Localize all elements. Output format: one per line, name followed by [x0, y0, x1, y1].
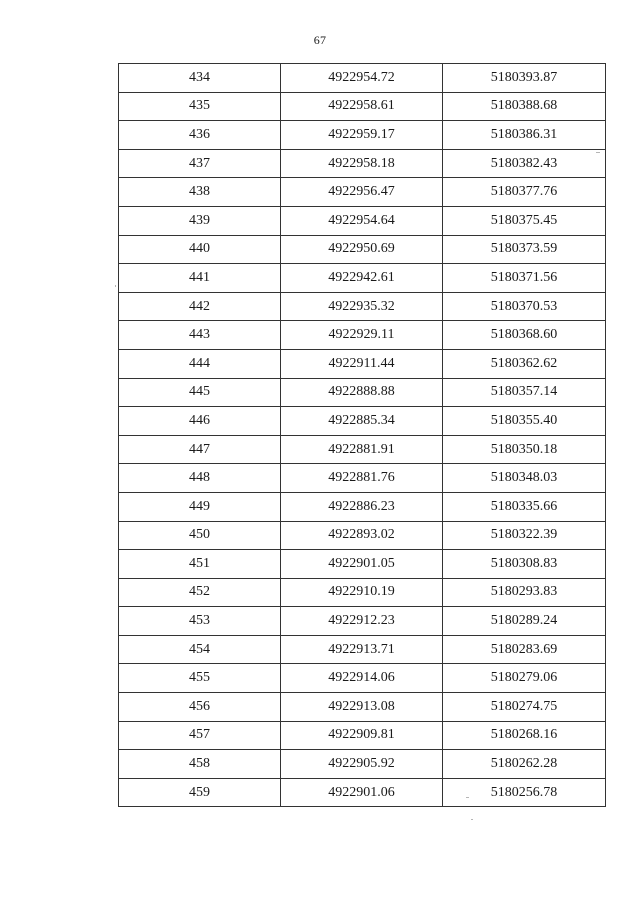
point-number-cell: 452 [119, 578, 281, 607]
point-number-cell: 454 [119, 635, 281, 664]
x-coordinate-cell: 4922914.06 [281, 664, 443, 693]
x-coordinate-cell: 4922929.11 [281, 321, 443, 350]
x-coordinate-cell: 4922905.92 [281, 750, 443, 779]
coordinates-table-body [119, 64, 606, 807]
point-number-cell: 457 [119, 721, 281, 750]
x-coordinate-cell: 4922911.44 [281, 349, 443, 378]
x-coordinate-cell: 4922913.71 [281, 635, 443, 664]
point-number-cell: 441 [119, 264, 281, 293]
x-coordinate-cell: 4922881.91 [281, 435, 443, 464]
y-coordinate-cell: 5180350.18 [443, 435, 606, 464]
table-row [119, 264, 606, 293]
table-row [119, 664, 606, 693]
y-coordinate-cell: 5180355.40 [443, 407, 606, 436]
point-number-cell: 455 [119, 664, 281, 693]
table-row [119, 92, 606, 121]
table-row [119, 550, 606, 579]
y-coordinate-cell: 5180371.56 [443, 264, 606, 293]
y-coordinate-cell: 5180274.75 [443, 693, 606, 722]
table-row [119, 578, 606, 607]
y-coordinate-cell: 5180362.62 [443, 349, 606, 378]
y-coordinate-cell: 5180348.03 [443, 464, 606, 493]
y-coordinate-cell: 5180308.83 [443, 550, 606, 579]
table-row [119, 464, 606, 493]
y-coordinate-cell: 5180388.68 [443, 92, 606, 121]
point-number-cell: 444 [119, 349, 281, 378]
table-row [119, 349, 606, 378]
point-number-cell: 459 [119, 778, 281, 807]
x-coordinate-cell: 4922893.02 [281, 521, 443, 550]
table-row [119, 235, 606, 264]
y-coordinate-cell: 5180386.31 [443, 121, 606, 150]
coordinates-table [118, 63, 606, 807]
x-coordinate-cell: 4922950.69 [281, 235, 443, 264]
table-row [119, 121, 606, 150]
y-coordinate-cell: 5180279.06 [443, 664, 606, 693]
point-number-cell: 451 [119, 550, 281, 579]
x-coordinate-cell: 4922910.19 [281, 578, 443, 607]
point-number-cell: 434 [119, 64, 281, 93]
y-coordinate-cell: 5180262.28 [443, 750, 606, 779]
y-coordinate-cell: 5180322.39 [443, 521, 606, 550]
point-number-cell: 448 [119, 464, 281, 493]
y-coordinate-cell: 5180357.14 [443, 378, 606, 407]
table-row [119, 64, 606, 93]
table-row [119, 435, 606, 464]
x-coordinate-cell: 4922958.18 [281, 149, 443, 178]
x-coordinate-cell: 4922881.76 [281, 464, 443, 493]
x-coordinate-cell: 4922885.34 [281, 407, 443, 436]
table-row [119, 492, 606, 521]
point-number-cell: 450 [119, 521, 281, 550]
x-coordinate-cell: 4922956.47 [281, 178, 443, 207]
point-number-cell: 440 [119, 235, 281, 264]
point-number-cell: 445 [119, 378, 281, 407]
point-number-cell: 435 [119, 92, 281, 121]
point-number-cell: 442 [119, 292, 281, 321]
table-row [119, 321, 606, 350]
x-coordinate-cell: 4922888.88 [281, 378, 443, 407]
x-coordinate-cell: 4922958.61 [281, 92, 443, 121]
y-coordinate-cell: 5180370.53 [443, 292, 606, 321]
point-number-cell: 437 [119, 149, 281, 178]
x-coordinate-cell: 4922942.61 [281, 264, 443, 293]
table-row [119, 407, 606, 436]
y-coordinate-cell: 5180268.16 [443, 721, 606, 750]
scan-speck [471, 819, 473, 820]
scan-speck [466, 797, 469, 798]
y-coordinate-cell: 5180393.87 [443, 64, 606, 93]
x-coordinate-cell: 4922954.72 [281, 64, 443, 93]
x-coordinate-cell: 4922901.05 [281, 550, 443, 579]
y-coordinate-cell: 5180373.59 [443, 235, 606, 264]
y-coordinate-cell: 5180335.66 [443, 492, 606, 521]
table-row [119, 206, 606, 235]
table-row [119, 721, 606, 750]
x-coordinate-cell: 4922959.17 [281, 121, 443, 150]
table-row [119, 292, 606, 321]
point-number-cell: 447 [119, 435, 281, 464]
x-coordinate-cell: 4922909.81 [281, 721, 443, 750]
y-coordinate-cell: 5180382.43 [443, 149, 606, 178]
point-number-cell: 449 [119, 492, 281, 521]
y-coordinate-cell: 5180289.24 [443, 607, 606, 636]
point-number-cell: 446 [119, 407, 281, 436]
table-row [119, 635, 606, 664]
x-coordinate-cell: 4922954.64 [281, 206, 443, 235]
scan-speck [596, 152, 600, 153]
point-number-cell: 456 [119, 693, 281, 722]
table-row [119, 750, 606, 779]
y-coordinate-cell: 5180293.83 [443, 578, 606, 607]
table-row [119, 178, 606, 207]
point-number-cell: 439 [119, 206, 281, 235]
x-coordinate-cell: 4922886.23 [281, 492, 443, 521]
point-number-cell: 443 [119, 321, 281, 350]
page-number: 67 [313, 33, 327, 47]
x-coordinate-cell: 4922935.32 [281, 292, 443, 321]
point-number-cell: 458 [119, 750, 281, 779]
table-row [119, 521, 606, 550]
table-row [119, 149, 606, 178]
scan-speck [115, 285, 116, 287]
table-row [119, 778, 606, 807]
point-number-cell: 453 [119, 607, 281, 636]
x-coordinate-cell: 4922912.23 [281, 607, 443, 636]
y-coordinate-cell: 5180375.45 [443, 206, 606, 235]
point-number-cell: 436 [119, 121, 281, 150]
table-row [119, 378, 606, 407]
x-coordinate-cell: 4922901.06 [281, 778, 443, 807]
point-number-cell: 438 [119, 178, 281, 207]
y-coordinate-cell: 5180377.76 [443, 178, 606, 207]
y-coordinate-cell: 5180256.78 [443, 778, 606, 807]
x-coordinate-cell: 4922913.08 [281, 693, 443, 722]
y-coordinate-cell: 5180368.60 [443, 321, 606, 350]
y-coordinate-cell: 5180283.69 [443, 635, 606, 664]
table-row [119, 607, 606, 636]
table-row [119, 693, 606, 722]
